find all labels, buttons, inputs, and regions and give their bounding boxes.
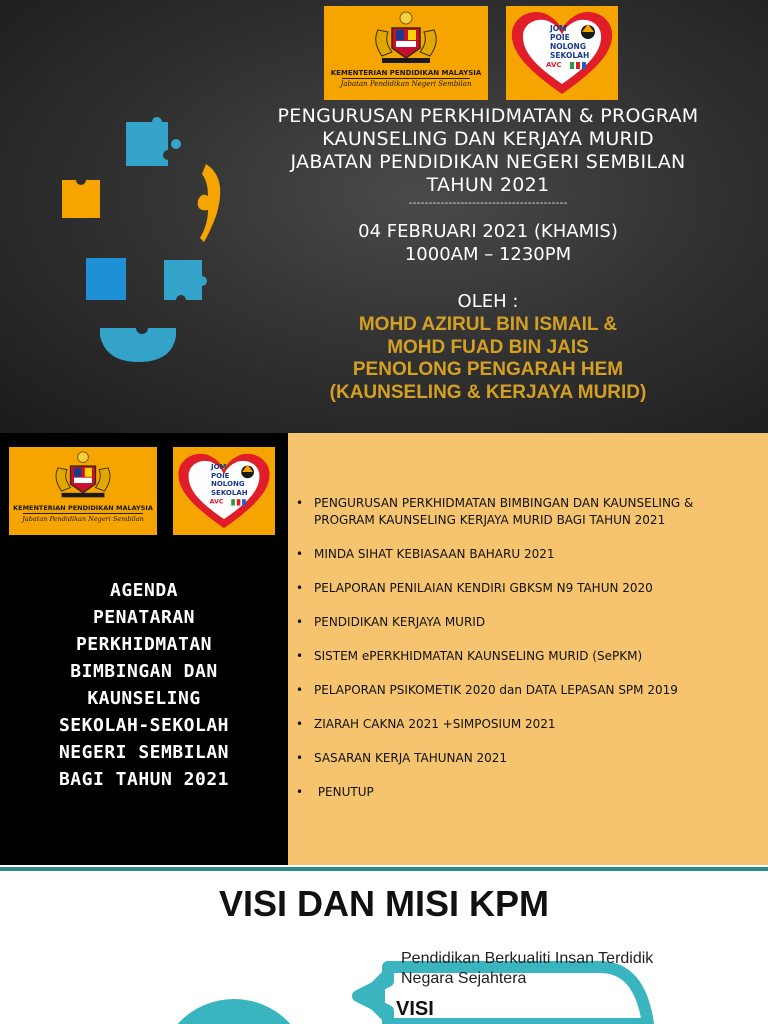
logo-word: NOLONG (211, 480, 245, 488)
agenda-item-text: PENUTUP (314, 785, 374, 799)
agenda-title-line: KAUNSELING (87, 688, 201, 709)
visi-circle (158, 999, 310, 1024)
agenda-title-line: NEGERI SEMBILAN (58, 742, 230, 763)
jom-poie-logo (506, 6, 618, 100)
presenter-line: (KAUNSELING & KERJAYA MURID) (329, 382, 647, 403)
agenda-item (296, 648, 756, 665)
bullet: • (296, 581, 304, 595)
agenda-title-line: PENATARAN (92, 607, 196, 628)
coat-of-arms-icon (49, 450, 117, 500)
svg-text:AVC: AVC (546, 61, 562, 69)
kpm-logo (9, 447, 157, 535)
visi-description-line: Negara Sejahtera (401, 970, 527, 987)
logo-word: SEKOLAH (550, 51, 590, 60)
arrow-head-icon (358, 969, 385, 1023)
agenda-item (296, 716, 756, 733)
agenda-title-line: BAGI TAHUN 2021 (58, 769, 230, 790)
bullet: • (296, 615, 304, 629)
title-line: KAUNSELING DAN KERJAYA MURID (322, 128, 654, 150)
bullet: • (296, 717, 304, 731)
bullet: • (296, 547, 304, 561)
agenda-item-text: PELAPORAN PENILAIAN KENDIRI GBKSM N9 TAHUN 2020 (314, 581, 653, 595)
bullet: • (296, 785, 304, 799)
title-line: PENGURUSAN PERKHIDMATAN & PROGRAM (277, 105, 699, 127)
presenter-line: PENOLONG PENGARAH HEM (352, 359, 624, 380)
top-accent-bar (0, 867, 768, 871)
agenda-title-line: AGENDA (109, 580, 179, 601)
divider (23, 513, 143, 514)
separator: ---------------------------------------- (408, 196, 568, 209)
logo-word: JOM (211, 463, 227, 471)
agenda-title-line: SEKOLAH-SEKOLAH (58, 715, 230, 736)
slide-visi-misi (0, 865, 768, 1024)
logo-word: JOM (550, 24, 567, 33)
agenda-item-text: ZIARAH CAKNA 2021 +SIMPOSIUM 2021 (314, 717, 556, 731)
puzzle-piece-icon (86, 258, 126, 300)
agenda-item-text: SASARAN KERJA TAHUNAN 2021 (314, 751, 508, 765)
kpm-logo-line1: KEMENTERIAN PENDIDIKAN MALAYSIA (13, 504, 153, 512)
agenda-list (296, 495, 756, 818)
logo-word: POIE (550, 33, 570, 42)
agenda-item (296, 750, 756, 767)
jom-poie-logo-text (550, 24, 590, 60)
agenda-item-text: SISTEM ePERKHIDMATAN KAUNSELING MURID (SePKM) (314, 649, 643, 663)
bullet: • (296, 649, 304, 663)
puzzle-piece-icon (100, 328, 176, 362)
logo-word: POIE (211, 471, 230, 480)
kpm-logo-line2: Jabatan Pendidikan Negeri Sembilan (340, 80, 472, 88)
agenda-item-text: PELAPORAN PSIKOMETIK 2020 dan DATA LEPASAN SPM 2019 (314, 683, 678, 697)
puzzle-piece-icon (126, 117, 181, 166)
event-time: 1000AM – 1230PM (404, 244, 572, 265)
visi-description-line: Pendidikan Berkualiti Insan Terdidik (401, 950, 654, 967)
svg-text:AVC: AVC (209, 498, 224, 506)
slide-agenda (0, 433, 768, 865)
divider (342, 78, 470, 79)
visi-label: VISI (396, 998, 434, 1020)
slide-title: VISI DAN MISI KPM (218, 883, 550, 924)
jom-poie-logo-text (211, 463, 249, 497)
event-date: 04 FEBRUARI 2021 (KHAMIS) (358, 221, 618, 242)
agenda-item-text: PENGURUSAN PERKHIDMATAN BIMBINGAN DAN KAUNSELING & PROGRAM KAUNSELING KERJAYA MURID BAGI TAHUN 2021 (314, 496, 694, 527)
agenda-item-text: PENDIDIKAN KERJAYA MURID (314, 615, 486, 629)
presenter-line: MOHD FUAD BIN JAIS (387, 337, 589, 358)
bullet: • (296, 683, 304, 697)
puzzle-piece-icon (198, 164, 221, 242)
agenda-item (296, 614, 756, 631)
kpm-logo (324, 6, 488, 100)
puzzle-piece-icon (164, 260, 207, 300)
title-line: JABATAN PENDIDIKAN NEGERI SEMBILAN (290, 151, 686, 173)
kpm-logo-line1: KEMENTERIAN PENDIDIKAN MALAYSIA (330, 69, 482, 77)
puzzle-piece-icon (62, 180, 100, 218)
logo-word: SEKOLAH (211, 488, 248, 497)
kpm-logo-line2: Jabatan Pendidikan Negeri Sembilan (22, 515, 144, 523)
logo-word: NOLONG (550, 42, 586, 51)
title-line: TAHUN 2021 (426, 174, 550, 196)
agenda-title-panel (0, 433, 288, 865)
bullet: • (296, 496, 304, 510)
bullet: • (296, 751, 304, 765)
agenda-item (296, 784, 756, 801)
agenda-item (296, 580, 756, 597)
agenda-item (296, 682, 756, 699)
jom-poie-logo (173, 447, 275, 535)
puzzle-pieces-illustration (56, 110, 236, 370)
slide-title (0, 0, 768, 433)
agenda-item (296, 546, 756, 563)
agenda-item-text: MINDA SIHAT KEBIASAAN BAHARU 2021 (314, 547, 555, 561)
by-label: OLEH : (457, 291, 519, 312)
visi-description (401, 949, 721, 989)
agenda-title-line: PERKHIDMATAN (75, 634, 213, 655)
coat-of-arms-icon (368, 10, 444, 66)
presenter-line: MOHD AZIRUL BIN ISMAIL & (358, 314, 618, 335)
agenda-item (296, 495, 756, 529)
agenda-title-line: BIMBINGAN DAN (70, 661, 218, 682)
